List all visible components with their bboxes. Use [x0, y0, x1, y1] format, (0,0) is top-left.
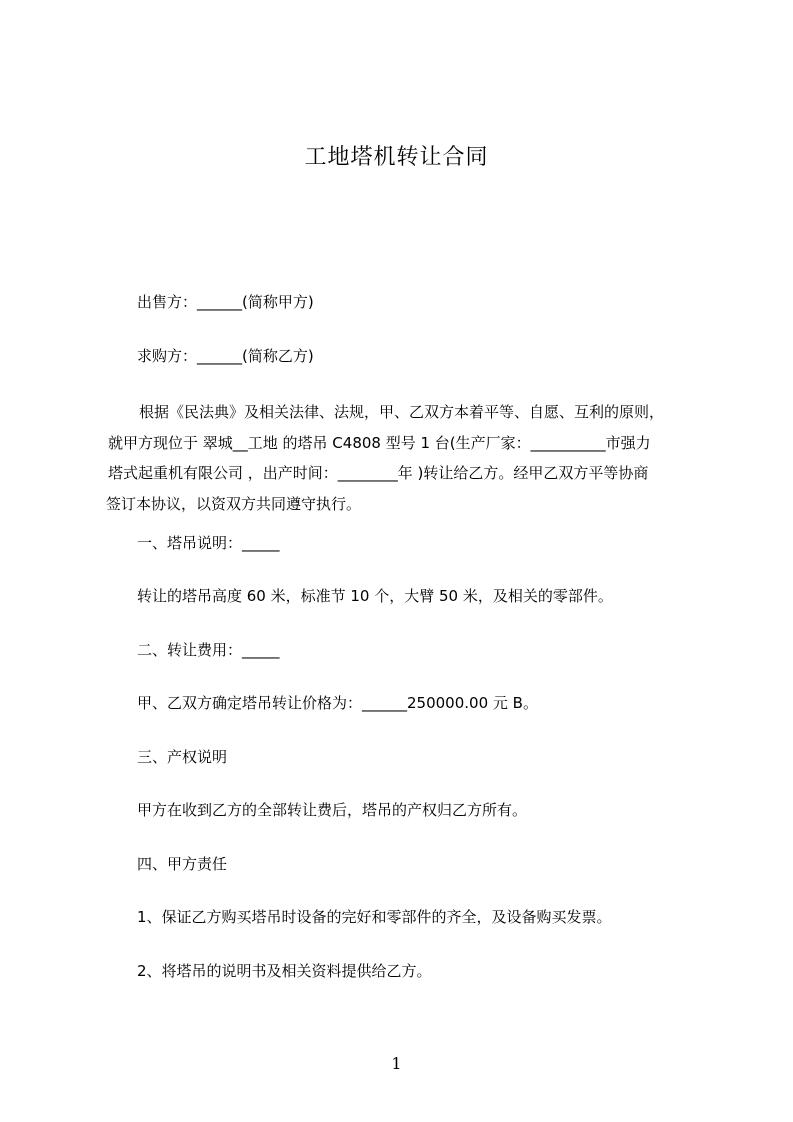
section4-item-1: 1、保证乙方购买塔吊时设备的完好和零部件的齐全，及设备购买发票。	[137, 908, 612, 926]
document-title: 工地塔机转让合同	[304, 145, 489, 170]
section4-item-2: 2、将塔吊的说明书及相关资料提供给乙方。	[137, 962, 432, 980]
section4-heading: 四、甲方责任	[137, 855, 228, 873]
intro-line: 塔式起重机有限公司 ，出产时间：________年 )转让给乙方。经甲乙双方平等协商	[108, 464, 649, 482]
seller-line: 出售方：______(简称甲方)	[137, 293, 314, 311]
intro-line: 签订本协议，以资双方共同遵守执行。	[106, 494, 362, 513]
section2-heading: 二、转让费用：_____	[137, 641, 280, 659]
buyer-line: 求购方：______(简称乙方)	[137, 347, 314, 365]
page-number: 1	[391, 1054, 402, 1073]
section1-text: 转让的塔吊高度 60 米，标准节 10 个，大臂 50 米，及相关的零部件。	[137, 587, 613, 605]
section1-heading: 一、塔吊说明：_____	[137, 534, 280, 552]
section2-text: 甲、乙双方确定塔吊转让价格为：______250000.00 元 B。	[137, 694, 538, 712]
intro-line: 根据《民法典》及相关法律、法规，甲、乙双方本着平等、自愿、互利的原则，	[139, 403, 665, 421]
section3-text: 甲方在收到乙方的全部转让费后，塔吊的产权归乙方所有。	[137, 801, 528, 819]
intro-line: 就甲方现位于 翠城__工地 的塔吊 C4808 型号 1 台(生产厂家：__________市强力	[108, 433, 651, 452]
intro-paragraph	[106, 397, 706, 519]
section3-heading: 三、产权说明	[137, 748, 228, 766]
